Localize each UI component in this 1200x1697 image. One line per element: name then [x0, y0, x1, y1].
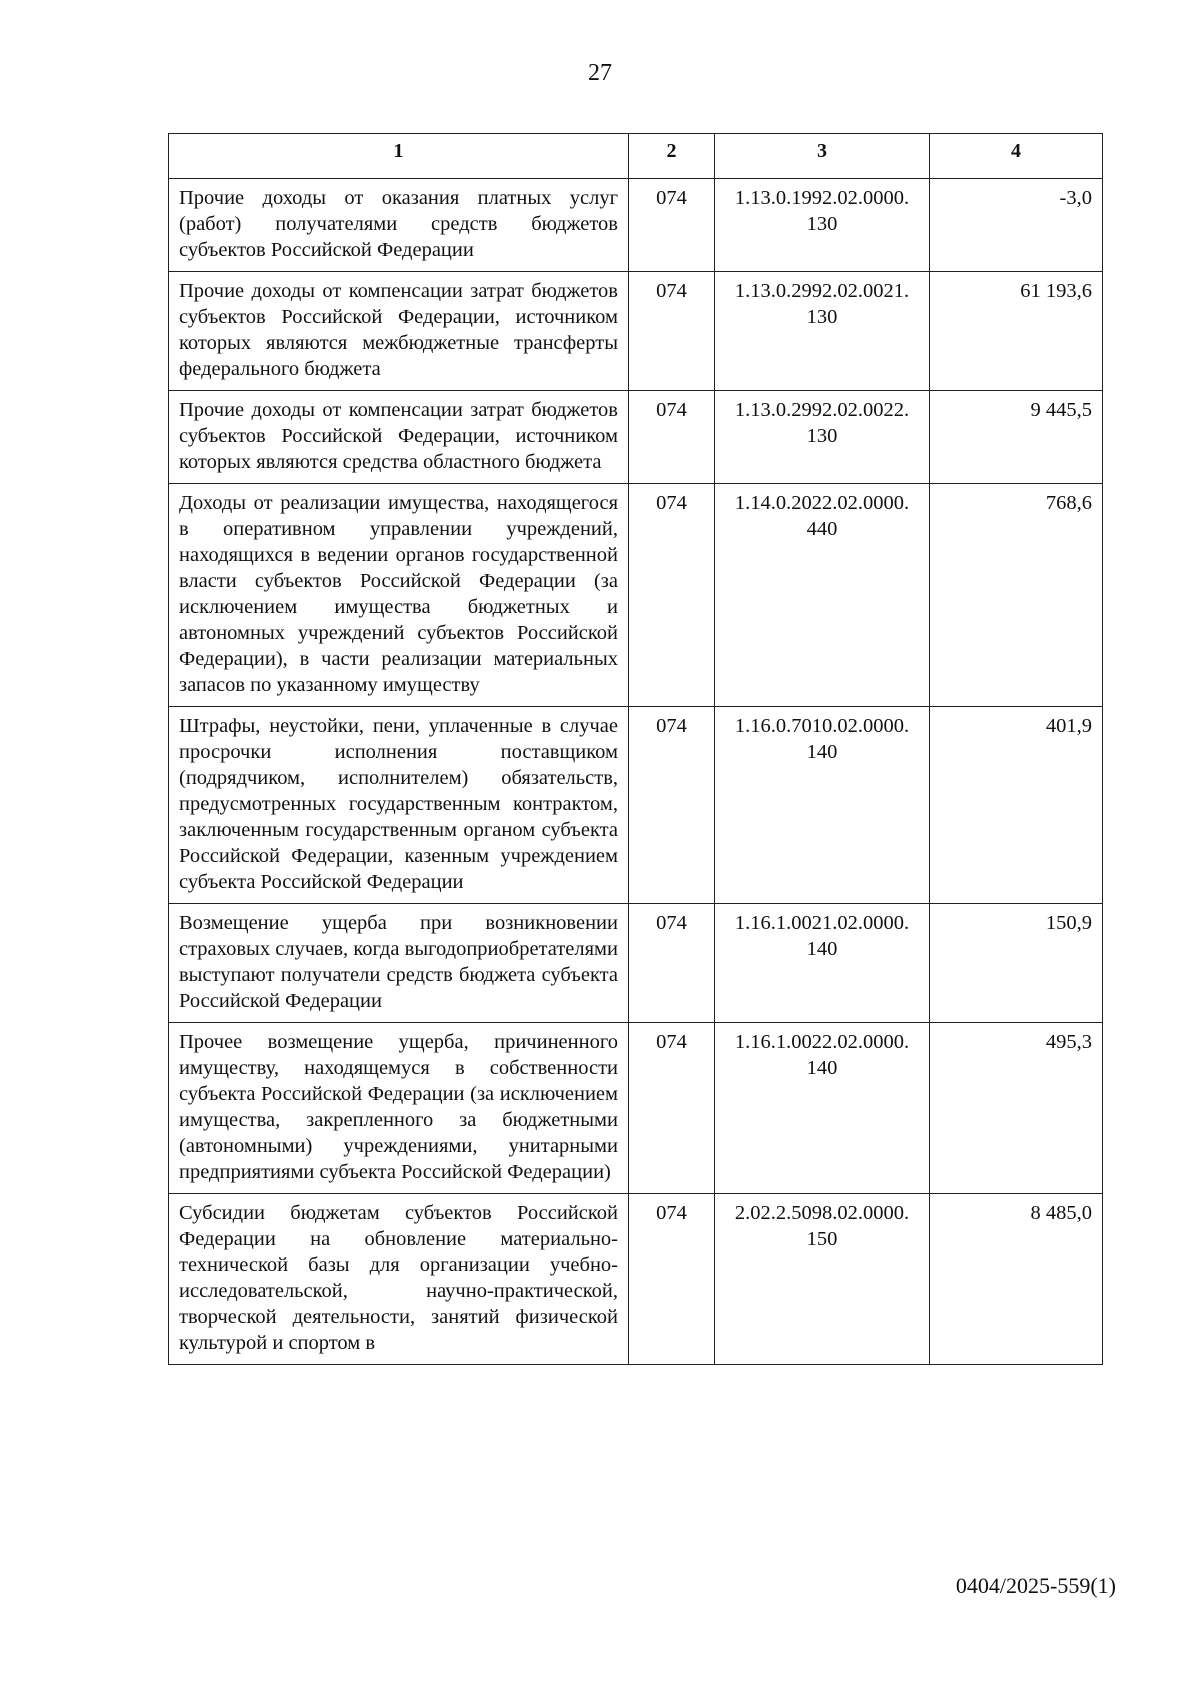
table-row — [169, 272, 1103, 391]
revenue-name: Прочие доходы от компенсации затрат бюджетов субъектов Российской Федерации, источником которых являются межбюджетные трансферты федерального бюджета — [169, 272, 629, 391]
table-row — [169, 484, 1103, 707]
budget-revenue-table — [168, 133, 1103, 1365]
page-number: 27 — [588, 60, 612, 86]
document-registration-number: 0404/2025-559(1) — [955, 1573, 1116, 1598]
admin-code: 074 — [629, 1194, 715, 1365]
kbk-code-line: 1.13.0.1992.02.0000. — [734, 187, 910, 209]
kbk-code-line: 1.14.0.2022.02.0000. — [734, 492, 910, 514]
amount: -3,0 — [930, 179, 1103, 272]
kbk-code-line: 1.13.0.2992.02.0021. — [734, 280, 910, 302]
admin-code: 074 — [629, 707, 715, 904]
kbk-code-line: 1.16.1.0021.02.0000. — [734, 912, 910, 934]
admin-code: 074 — [629, 484, 715, 707]
revenue-name: Прочие доходы от компенсации затрат бюджетов субъектов Российской Федерации, источником которых являются средства областного бюджета — [169, 391, 629, 484]
admin-code: 074 — [629, 1023, 715, 1194]
kbk-type-line: 140 — [806, 1057, 838, 1079]
amount: 9 445,5 — [930, 391, 1103, 484]
amount: 61 193,6 — [930, 272, 1103, 391]
budget-classification-code — [715, 1194, 930, 1365]
admin-code: 074 — [629, 904, 715, 1023]
revenue-name: Субсидии бюджетам субъектов Российской Федерации на обновление материально-технической базы для организации учебно-исследовательской, научно-практической, творческой деятельности, занятий физической культурой и спортом в — [169, 1194, 629, 1365]
table-header-row — [169, 134, 1103, 179]
revenue-name: Возмещение ущерба при возникновении страховых случаев, когда выгодоприобретателями выступают получатели средств бюджета субъекта Российской Федерации — [169, 904, 629, 1023]
budget-classification-code — [715, 179, 930, 272]
table-row — [169, 1023, 1103, 1194]
kbk-type-line: 130 — [806, 213, 838, 235]
amount: 768,6 — [930, 484, 1103, 707]
amount: 8 485,0 — [930, 1194, 1103, 1365]
table-row — [169, 391, 1103, 484]
table-row — [169, 707, 1103, 904]
column-header-4: 4 — [930, 134, 1103, 179]
revenue-name: Прочее возмещение ущерба, причиненного имуществу, находящемуся в собственности субъекта Российской Федерации (за исключением имущества, закрепленного за бюджетными (автономными) учреждениями, унитарными предприятиями субъекта Российской Федерации) — [169, 1023, 629, 1194]
amount: 150,9 — [930, 904, 1103, 1023]
amount: 495,3 — [930, 1023, 1103, 1194]
revenue-name: Прочие доходы от оказания платных услуг (работ) получателями средств бюджетов субъектов Российской Федерации — [169, 179, 629, 272]
kbk-type-line: 440 — [806, 518, 838, 540]
column-header-2: 2 — [629, 134, 715, 179]
revenue-name: Штрафы, неустойки, пени, уплаченные в случае просрочки исполнения поставщиком (подрядчиком, исполнителем) обязательств, предусмотренных государственным контрактом, заключенным государственным органом субъекта Российской Федерации, казенным учреждением субъекта Российской Федерации — [169, 707, 629, 904]
budget-classification-code — [715, 904, 930, 1023]
admin-code: 074 — [629, 272, 715, 391]
table-row — [169, 179, 1103, 272]
amount: 401,9 — [930, 707, 1103, 904]
kbk-code-line: 2.02.2.5098.02.0000. — [734, 1202, 910, 1224]
kbk-type-line: 130 — [806, 306, 838, 328]
revenue-name: Доходы от реализации имущества, находящегося в оперативном управлении учреждений, находящихся в ведении органов государственной власти субъектов Российской Федерации (за исключением имущества бюджетных и автономных учреждений субъектов Российской Федерации), в части реализации материальных запасов по указанному имуществу — [169, 484, 629, 707]
budget-classification-code — [715, 484, 930, 707]
table-row — [169, 904, 1103, 1023]
kbk-type-line: 130 — [806, 425, 838, 447]
kbk-code-line: 1.16.0.7010.02.0000. — [734, 715, 910, 737]
column-header-1: 1 — [169, 134, 629, 179]
kbk-code-line: 1.13.0.2992.02.0022. — [734, 399, 910, 421]
kbk-type-line: 150 — [806, 1228, 838, 1250]
kbk-code-line: 1.16.1.0022.02.0000. — [734, 1031, 910, 1053]
budget-classification-code — [715, 272, 930, 391]
admin-code: 074 — [629, 391, 715, 484]
admin-code: 074 — [629, 179, 715, 272]
budget-classification-code — [715, 1023, 930, 1194]
kbk-type-line: 140 — [806, 938, 838, 960]
budget-classification-code — [715, 391, 930, 484]
kbk-type-line: 140 — [806, 741, 838, 763]
column-header-3: 3 — [715, 134, 930, 179]
table-row — [169, 1194, 1103, 1365]
budget-classification-code — [715, 707, 930, 904]
